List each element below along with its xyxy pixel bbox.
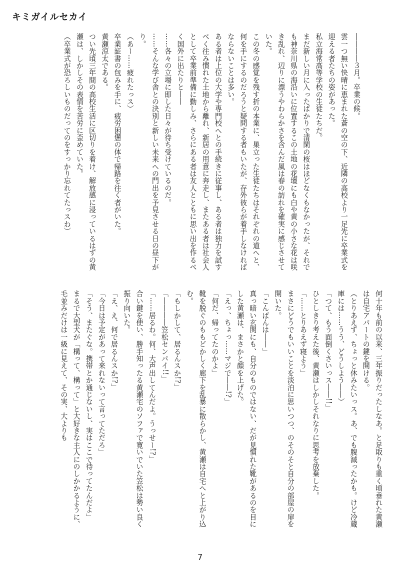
- running-header: キミガイルセカイ: [12, 13, 88, 23]
- paragraph: 「えっ、ちょっ……マジで――!?」: [223, 290, 232, 405]
- paragraph: 黄瀬涼太である。: [101, 33, 110, 91]
- paragraph: まだ新しい月に入ったばかりで清閑の桜はほどなくもなかったが、それでも神奈川県の海沿いに位置するこの土地の花壇にも白や黄の小さな花は咲き乱れ、辺りに漂うやわらかさを含んだ風は春の訪れを確実に感じさせていた。: [264, 33, 311, 271]
- paragraph: 「……居るわ。何、大声出してんだよ。うっせー!?」: [148, 290, 157, 463]
- paragraph: 「――――笠松センパイ!!」: [160, 290, 169, 383]
- paragraph: 卒業証書の包みを手に、疲労困憊の体で帰路を往く者がいた。: [113, 33, 122, 235]
- paragraph: 「もしかして、居るんスか!?」: [173, 290, 182, 391]
- paragraph: 私立海常高等学校の生徒たちだ。: [315, 33, 324, 141]
- paragraph: 「こんばんは――」: [261, 290, 270, 355]
- paragraph: 雲一つ無い快晴に恵まれた蒼の空の下、近隣の高校より一足先に卒業式を迎える者たちの姿があった。: [327, 33, 349, 271]
- paragraph: （卒業式が恐ろしいものだってのをすっかり忘れてたっスわ）: [63, 33, 72, 235]
- text-block-lower: [60, 290, 385, 530]
- paragraph: 「……とりあえず寝よう」: [299, 290, 308, 377]
- paragraph: 「そう、またぐな。携帯とか通じないし、実はここで待ってたんだよ」: [85, 290, 94, 521]
- paragraph: まるで大型犬が「構って、構って」と大好きな主人にのしかかるように、毛並みだけは一級に見えて、その実、大よりも: [60, 290, 81, 528]
- paragraph: 靴を脱ぐのももどかしく廊下を乱暴に散らかし、黄瀬は自宅へと上がり込む。: [186, 290, 207, 528]
- paragraph: 何十年も前の以来、三年振りだったしなあ。と足取りも重く頃垂れた黄瀬は自宅アパートの鍵を開ける。: [362, 290, 383, 528]
- text-block-upper: [18, 33, 363, 273]
- paragraph: （あー……疲れたっス）: [126, 33, 135, 113]
- paragraph: ……そんな学び舎との決別と新しい未来への門出を予見させる日の昼下がり。: [138, 33, 160, 271]
- page-number: 7: [197, 553, 203, 562]
- paragraph: ある者は上位の大学や専門校へとの手続きに従事し、ある者は独力を試すべく往み慣れた土地から離れ、新居の用意に奔走し、またある者は社会人として卒業前準備に勤しみ、さらにある者は友人とともに思い出を作るべく国外に出たりと――: [176, 33, 223, 271]
- paragraph: 「今日は予定があって来れないって言ってただろ」: [97, 290, 106, 456]
- paragraph: 「何だ、帰ってたのかよ」: [211, 290, 220, 377]
- paragraph: 「え、え、何で居るんスか!?」: [110, 290, 119, 391]
- paragraph: つい先頃三年間の高校生活に区切りを着け、解放感に浸っているはずの黄瀬は、しかしその表情を苦労に歪めていた。: [75, 33, 97, 271]
- paragraph: ――――３月。卒業の候。: [353, 33, 361, 120]
- paragraph: ひとしきり考えた後、黄瀬はしかしそれなりに思考を放棄した。: [312, 290, 321, 499]
- paragraph: ……各々の立場に即した日々が待ち受けているのだ。: [164, 33, 173, 206]
- paragraph: まさにどうでもいいことを淡泊に思いつつ、のそのそと自分の部屋の扉を開いた。: [274, 290, 295, 528]
- paragraph: 「つて、もう面倒くさいっス――!!」: [324, 290, 333, 412]
- paragraph: 真っ暗い玄関にも、自分のものではない、だが見慣れた靴があるのを目にした黄瀬は、まさかと顔を上げた。: [236, 290, 258, 528]
- paragraph: この冬の感覚を残す折の本業に、巣立った生徒たちはそれぞれの道へと、何を手にするのだろうと疑問する者もいたが、存外彼らが着手しなければならないことは多い。: [227, 33, 261, 271]
- paragraph: 合い鍵を使い、勝手知ったる黄瀬宅のソファで寛いでいた笠松は勢い良く振り向いた。: [123, 290, 144, 528]
- paragraph: （とりあえず、ちょっと休みたいっス。あ、でも腹減ったかも。けど冷蔵庫には……うう、どうしよう――）: [337, 290, 358, 528]
